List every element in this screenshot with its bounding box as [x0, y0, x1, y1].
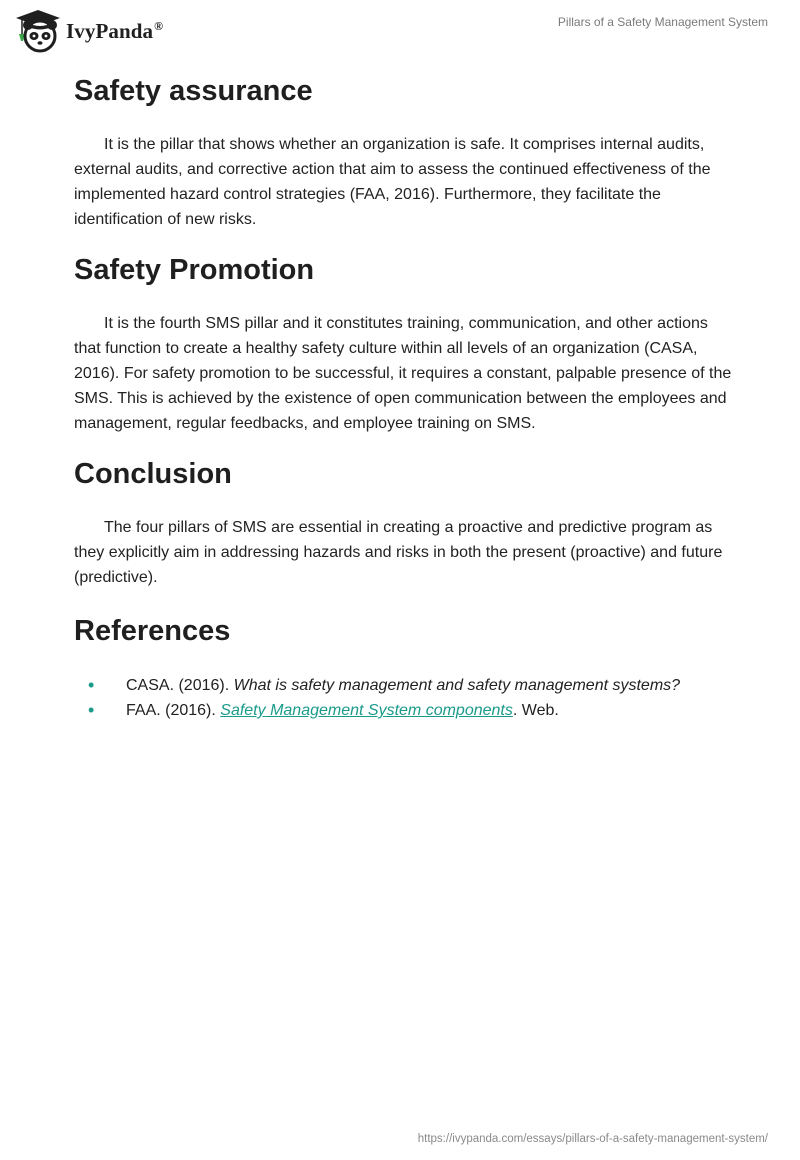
reference-link[interactable]: Safety Management System components — [220, 702, 513, 719]
section-heading-safety-promotion: Safety Promotion — [74, 254, 315, 286]
document-title: Pillars of a Safety Management System — [557, 15, 768, 29]
panda-graduation-cap-icon — [14, 8, 62, 54]
footer-url[interactable]: https://ivypanda.com/essays/pillars-of-a-safety-management-system/ — [417, 1133, 768, 1145]
section-heading-safety-assurance: Safety assurance — [74, 75, 313, 107]
reference-prefix: FAA. (2016). — [126, 702, 221, 719]
reference-item — [74, 673, 734, 698]
bullet-icon: • — [88, 675, 95, 695]
references-heading: References — [74, 615, 231, 647]
essay-content — [74, 70, 734, 723]
section-heading-conclusion: Conclusion — [74, 458, 232, 490]
references-list — [74, 673, 734, 723]
reference-item — [74, 698, 734, 723]
logo[interactable] — [14, 8, 163, 54]
reference-prefix: CASA. (2016). — [126, 677, 234, 694]
logo-wordmark: IvyPanda® — [66, 18, 164, 43]
bullet-icon: • — [88, 700, 95, 720]
section-paragraph-conclusion: The four pillars of SMS are essential in creating a proactive and predictive program as they explicitly aim in addressing hazards and risks in both the present (proactive) and future (predictive). — [74, 519, 723, 586]
reference-suffix: . Web. — [512, 702, 559, 719]
reference-title: What is safety management and safety management systems? — [233, 677, 681, 694]
section-paragraph-safety-promotion: It is the fourth SMS pillar and it constitutes training, communication, and other actions that function to create a healthy safety culture within all levels of an organization (CASA, 2016). For safety promotion to be successful, it requires a constant, palpable presence of the SMS. This is achieved by the existence of open communication between the employees and management, regular feedbacks, and employee training on SMS. — [74, 315, 732, 432]
section-paragraph-safety-assurance: It is the pillar that shows whether an organization is safe. It comprises internal audits, external audits, and corrective action that aim to assess the continued effectiveness of the implemented hazard control strategies (FAA, 2016). Furthermore, they facilitate the identification of new risks. — [74, 136, 711, 228]
